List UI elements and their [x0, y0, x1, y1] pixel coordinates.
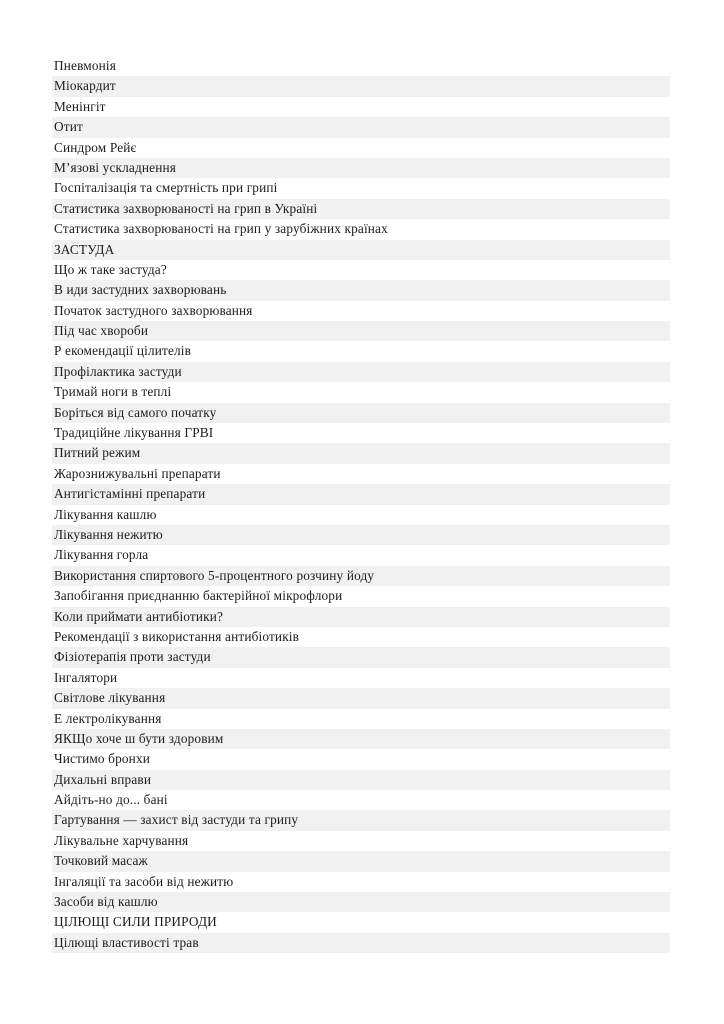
toc-entry-label: Запобігання приєднанню бактерійної мікрофлори	[54, 588, 343, 604]
toc-entry-label: Профілактика застуди	[54, 363, 182, 379]
toc-entry[interactable]	[52, 240, 670, 260]
toc-entry[interactable]	[52, 525, 670, 545]
toc-entry[interactable]	[52, 260, 670, 280]
toc-entry[interactable]	[52, 301, 670, 321]
toc-entry-label: Пневмонія	[54, 58, 117, 73]
toc-entry-label: Лікувальне харчування	[54, 832, 189, 848]
toc-entry[interactable]	[52, 403, 670, 423]
toc-entry[interactable]	[52, 892, 670, 912]
toc-entry[interactable]	[52, 321, 670, 341]
toc-entry-label: Менінгіт	[54, 98, 106, 114]
toc-entry-label: Традиційне лікування ГРВІ	[54, 425, 214, 441]
toc-entry[interactable]	[52, 382, 670, 402]
toc-entry-label: Початок застудного захворювання	[54, 302, 253, 318]
table-of-contents	[52, 56, 670, 953]
toc-entry-label: Інгалятори	[54, 669, 118, 685]
toc-entry-label: Синдром Рейє	[54, 139, 137, 155]
toc-entry-label: Коли приймати антибіотики?	[54, 608, 224, 624]
toc-entry[interactable]	[52, 76, 670, 96]
toc-entry[interactable]	[52, 341, 670, 361]
toc-entry[interactable]	[52, 505, 670, 525]
toc-entry[interactable]	[52, 770, 670, 790]
toc-entry[interactable]	[52, 607, 670, 627]
toc-entry[interactable]	[52, 647, 670, 667]
toc-entry[interactable]	[52, 280, 670, 300]
toc-entry-label: Статистика захворюваності на грип в Україні	[54, 200, 318, 216]
toc-entry-label: Під час хвороби	[54, 323, 149, 339]
toc-entry[interactable]	[52, 912, 670, 932]
toc-entry-label: Чистимо бронхи	[54, 751, 151, 767]
toc-entry-label: Отит	[54, 119, 83, 135]
toc-entry-label: В иди застудних захворювань	[54, 282, 227, 298]
toc-entry[interactable]	[52, 810, 670, 830]
toc-entry-label: Що ж таке застуда?	[54, 261, 167, 277]
toc-entry[interactable]	[52, 199, 670, 219]
toc-entry-label: Цілющі властивості трав	[54, 934, 199, 950]
toc-entry[interactable]	[52, 178, 670, 198]
toc-entry[interactable]	[52, 851, 670, 871]
toc-entry[interactable]	[52, 97, 670, 117]
toc-entry[interactable]	[52, 586, 670, 606]
toc-entry-label: Статистика захворюваності на грип у зарубіжних країнах	[54, 221, 388, 237]
toc-entry[interactable]	[52, 219, 670, 239]
toc-entry-label: ЗАСТУДА	[54, 241, 115, 257]
toc-entry[interactable]	[52, 117, 670, 137]
toc-entry-label: Е лектролікування	[54, 710, 162, 726]
toc-entry-label: ЯКЩо хоче ш бути здоровим	[54, 730, 224, 746]
toc-entry-label: Інгаляції та засоби від нежитю	[54, 873, 234, 889]
toc-entry-label: Лікування кашлю	[54, 506, 157, 522]
toc-entry-label: М’язові ускладнення	[54, 159, 177, 175]
toc-entry-label: Використання спиртового 5-процентного розчину йоду	[54, 567, 375, 583]
toc-entry-label: Рекомендації з використання антибіотиків	[54, 628, 300, 644]
toc-entry[interactable]	[52, 56, 670, 76]
toc-entry[interactable]	[52, 158, 670, 178]
toc-entry-label: Лікування нежитю	[54, 526, 163, 542]
toc-entry-label: Точковий масаж	[54, 853, 148, 869]
toc-entry[interactable]	[52, 831, 670, 851]
toc-entry[interactable]	[52, 668, 670, 688]
toc-entry-label: Гартування — захист від застуди та грипу	[54, 812, 299, 828]
toc-entry-label: Міокардит	[54, 78, 116, 94]
toc-entry[interactable]	[52, 566, 670, 586]
toc-entry[interactable]	[52, 709, 670, 729]
toc-entry-label: Світлове лікування	[54, 690, 166, 706]
toc-entry-label: Госпіталізація та смертність при грипі	[54, 180, 278, 196]
toc-entry-label: Айдіть-но до... бані	[54, 792, 168, 808]
toc-entry[interactable]	[52, 362, 670, 382]
toc-entry[interactable]	[52, 627, 670, 647]
toc-entry[interactable]	[52, 749, 670, 769]
toc-entry[interactable]	[52, 484, 670, 504]
toc-entry[interactable]	[52, 423, 670, 443]
toc-entry[interactable]	[52, 790, 670, 810]
toc-entry-label: Фізіотерапія проти застуди	[54, 649, 211, 665]
toc-entry-label: Боріться від самого початку	[54, 404, 217, 420]
toc-entry[interactable]	[52, 729, 670, 749]
toc-entry[interactable]	[52, 464, 670, 484]
toc-entry-label: ЦІЛЮЩІ СИЛИ ПРИРОДИ	[54, 914, 217, 930]
toc-entry[interactable]	[52, 443, 670, 463]
toc-entry-label: Антигістамінні препарати	[54, 486, 206, 502]
toc-entry-label: Питний режим	[54, 445, 141, 461]
toc-entry-label: Р екомендації цілителів	[54, 343, 192, 359]
toc-entry-label: Лікування горла	[54, 547, 149, 563]
toc-entry[interactable]	[52, 545, 670, 565]
toc-entry[interactable]	[52, 872, 670, 892]
toc-entry-label: Жарознижувальні препарати	[54, 465, 221, 481]
toc-entry[interactable]	[52, 138, 670, 158]
toc-entry[interactable]	[52, 688, 670, 708]
toc-entry-label: Дихальні вправи	[54, 771, 152, 787]
toc-entry[interactable]	[52, 933, 670, 953]
toc-entry-label: Тримай ноги в теплі	[54, 384, 172, 400]
toc-entry-label: Засоби від кашлю	[54, 894, 158, 910]
